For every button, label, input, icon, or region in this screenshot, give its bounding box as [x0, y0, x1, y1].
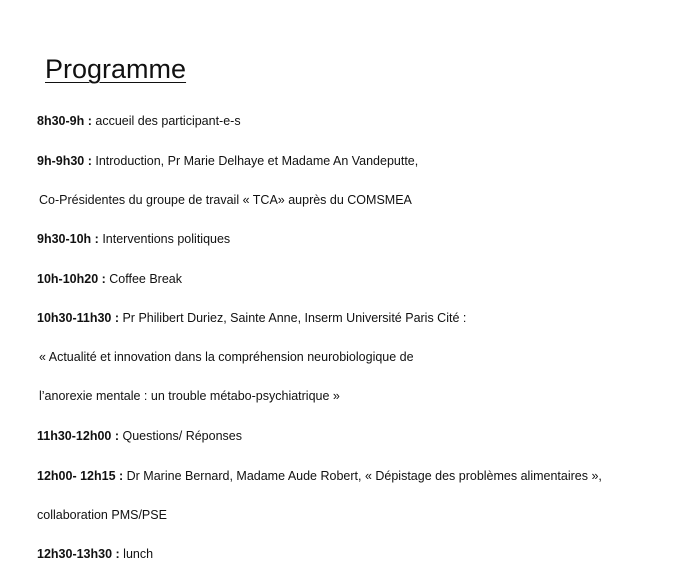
item-time: 12h00- 12h15 [37, 469, 116, 483]
schedule-item-continuation [39, 192, 412, 208]
item-time: 10h-10h20 [37, 272, 99, 286]
item-text: Pr Philibert Duriez, Sainte Anne, Inserm Université Paris Cité : [119, 311, 467, 325]
item-separator: : [84, 154, 92, 168]
item-text: Interventions politiques [98, 232, 231, 246]
item-text: Dr Marine Bernard, Madame Aude Robert, « Dépistage des problèmes alimentaires », [123, 469, 602, 483]
schedule-item [37, 231, 230, 247]
schedule-item-continuation [37, 507, 167, 523]
item-time: 11h30-12h00 [37, 429, 112, 443]
item-separator: : [111, 311, 119, 325]
schedule-item [37, 546, 153, 562]
item-separator: : [98, 272, 106, 286]
item-separator: : [84, 114, 92, 128]
schedule-item-continuation [39, 349, 414, 365]
schedule-item [37, 271, 182, 287]
item-time: 8h30-9h [37, 114, 85, 128]
item-time: 12h30-13h30 [37, 547, 113, 561]
item-text: Coffee Break [105, 272, 182, 286]
item-text: accueil des participant-e-s [91, 114, 241, 128]
item-separator: : [115, 469, 124, 483]
item-text: l’anorexie mentale : un trouble métabo-psychiatrique » [39, 389, 340, 403]
item-time: 10h30-11h30 [37, 311, 112, 325]
item-text: collaboration PMS/PSE [37, 508, 167, 522]
item-separator: : [91, 232, 99, 246]
programme-title: Programme [45, 54, 187, 84]
schedule-item [37, 113, 241, 129]
schedule-item [37, 468, 602, 484]
item-text: lunch [119, 547, 154, 561]
item-time: 9h-9h30 [37, 154, 85, 168]
schedule-item [37, 428, 242, 444]
schedule-item [37, 310, 466, 326]
item-text: Co-Présidentes du groupe de travail « TCA» auprès du COMSMEA [39, 193, 412, 207]
item-text: Questions/ Réponses [119, 429, 242, 443]
item-text: « Actualité et innovation dans la compréhension neurobiologique de [39, 350, 414, 364]
item-text: Introduction, Pr Marie Delhaye et Madame An Vandeputte, [91, 154, 419, 168]
item-time: 9h30-10h [37, 232, 92, 246]
schedule-item-continuation [39, 388, 340, 404]
item-separator: : [111, 429, 119, 443]
item-separator: : [112, 547, 120, 561]
schedule-item [37, 153, 418, 169]
